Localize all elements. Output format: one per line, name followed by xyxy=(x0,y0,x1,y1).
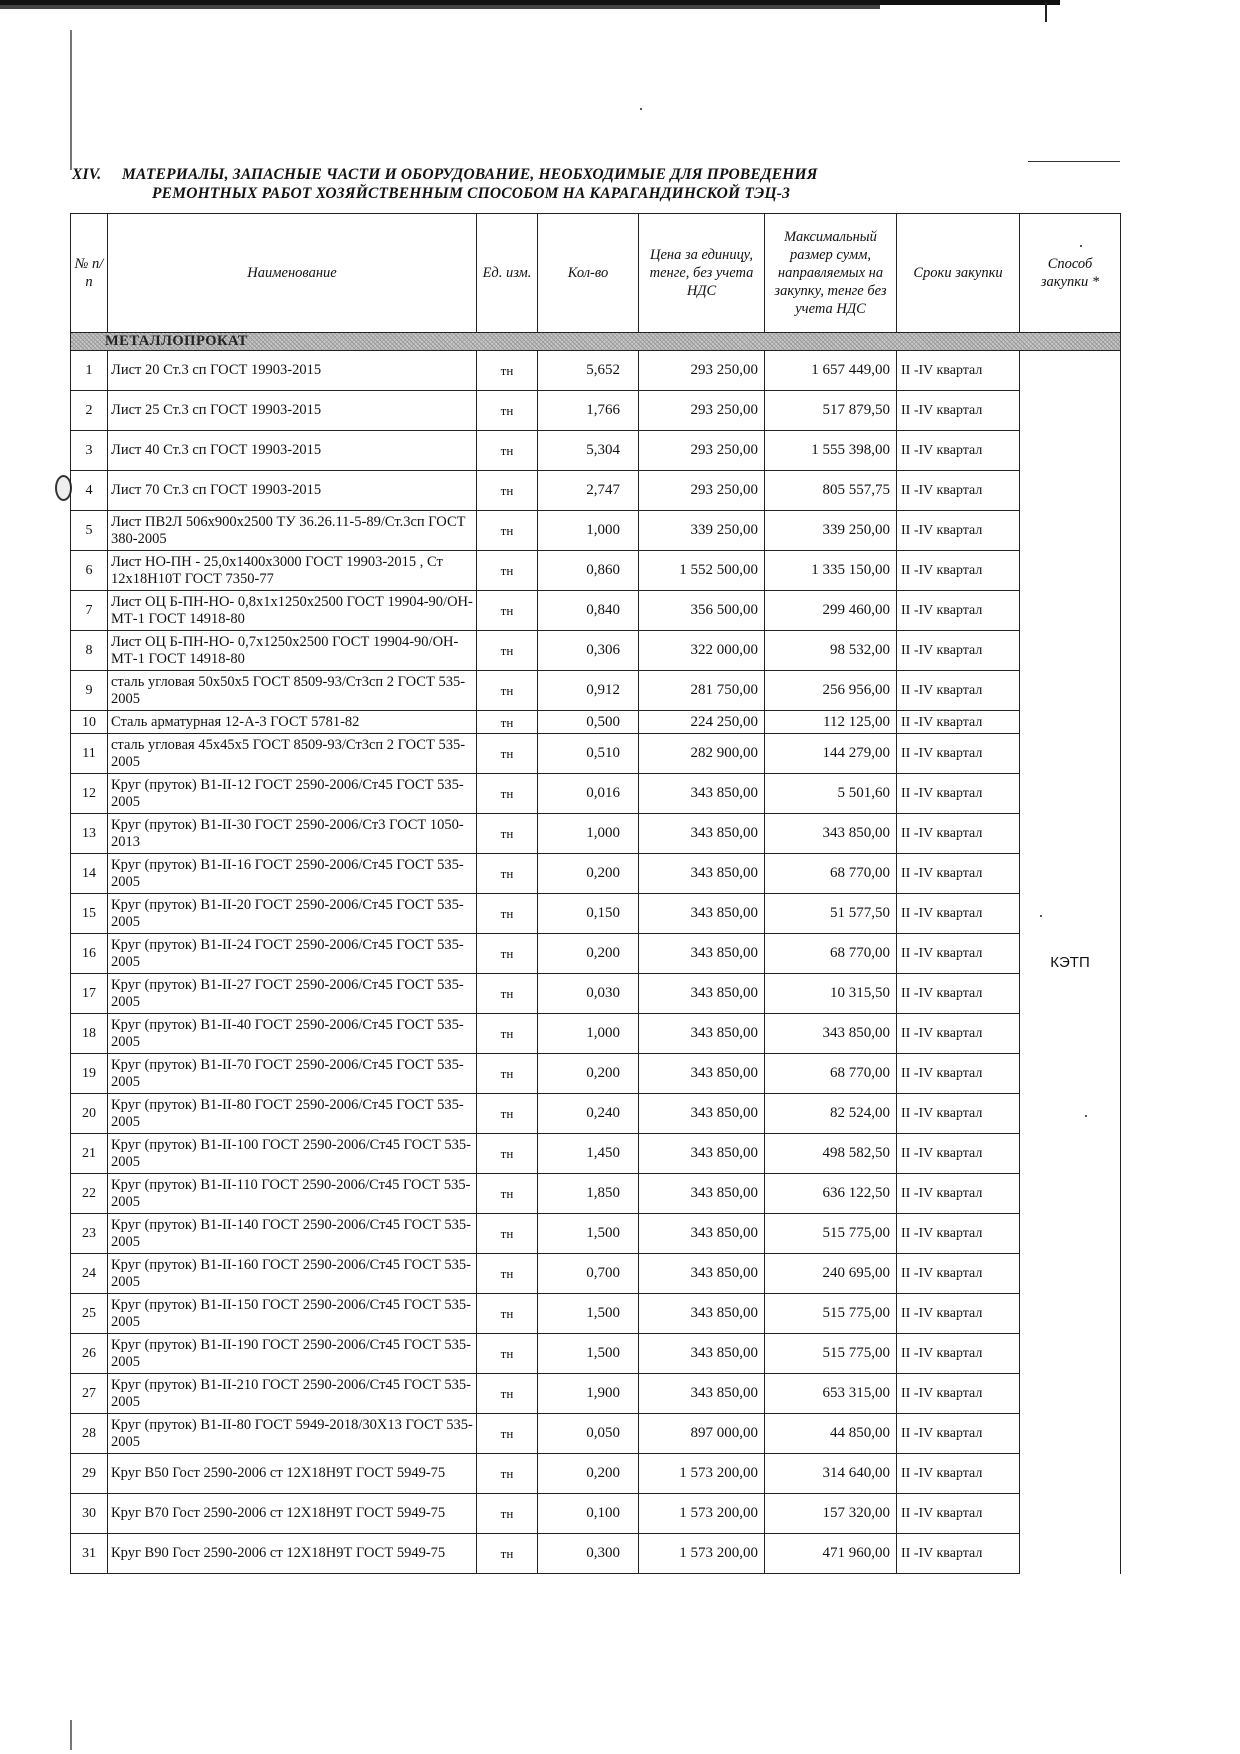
price-cell: 293 250,00 xyxy=(639,471,765,511)
price-cell: 282 900,00 xyxy=(639,734,765,774)
max-sum-cell: 1 555 398,00 xyxy=(765,431,897,471)
unit-cell: тн xyxy=(477,431,538,471)
quantity-cell: 0,150 xyxy=(538,894,639,934)
table-row xyxy=(71,1494,1121,1534)
max-sum-cell: 51 577,50 xyxy=(765,894,897,934)
row-number: 14 xyxy=(71,854,108,894)
row-number: 6 xyxy=(71,551,108,591)
unit-cell: тн xyxy=(477,1254,538,1294)
table-row xyxy=(71,1094,1121,1134)
header-price: Цена за единицу, тенге, без учета НДС xyxy=(639,214,765,333)
header-num: № п/п xyxy=(71,214,108,333)
max-sum-cell: 299 460,00 xyxy=(765,591,897,631)
row-number: 11 xyxy=(71,734,108,774)
table-row xyxy=(71,854,1121,894)
item-name: Круг (пруток) В1-II-24 ГОСТ 2590-2006/Ст45 ГОСТ 535-2005 xyxy=(108,934,477,974)
item-name: сталь угловая 50х50х5 ГОСТ 8509-93/Ст3сп 2 ГОСТ 535-2005 xyxy=(108,671,477,711)
unit-cell: тн xyxy=(477,934,538,974)
max-sum-cell: 68 770,00 xyxy=(765,1054,897,1094)
price-cell: 1 573 200,00 xyxy=(639,1534,765,1574)
item-name: Круг (пруток) В1-II-80 ГОСТ 2590-2006/Ст45 ГОСТ 535-2005 xyxy=(108,1094,477,1134)
period-cell: II -IV квартал xyxy=(897,854,1020,894)
table-row xyxy=(71,1414,1121,1454)
period-cell: II -IV квартал xyxy=(897,1374,1020,1414)
table-row xyxy=(71,814,1121,854)
max-sum-cell: 517 879,50 xyxy=(765,391,897,431)
price-cell: 343 850,00 xyxy=(639,1254,765,1294)
price-cell: 224 250,00 xyxy=(639,711,765,734)
item-name: Круг В70 Гост 2590-2006 ст 12Х18Н9Т ГОСТ 5949-75 xyxy=(108,1494,477,1534)
table-row xyxy=(71,1214,1121,1254)
row-number: 29 xyxy=(71,1454,108,1494)
price-cell: 293 250,00 xyxy=(639,431,765,471)
quantity-cell: 1,000 xyxy=(538,814,639,854)
row-number: 23 xyxy=(71,1214,108,1254)
period-cell: II -IV квартал xyxy=(897,1294,1020,1334)
max-sum-cell: 5 501,60 xyxy=(765,774,897,814)
row-number: 17 xyxy=(71,974,108,1014)
row-number: 30 xyxy=(71,1494,108,1534)
row-number: 9 xyxy=(71,671,108,711)
header-qty: Кол-во xyxy=(538,214,639,333)
price-cell: 343 850,00 xyxy=(639,814,765,854)
scan-margin-line xyxy=(70,1720,72,1750)
price-cell: 343 850,00 xyxy=(639,934,765,974)
price-cell: 1 552 500,00 xyxy=(639,551,765,591)
quantity-cell: 0,200 xyxy=(538,1054,639,1094)
price-cell: 356 500,00 xyxy=(639,591,765,631)
method-cell: КЭТП xyxy=(1020,351,1121,1574)
quantity-cell: 0,860 xyxy=(538,551,639,591)
item-name: Круг (пруток) В1-II-190 ГОСТ 2590-2006/Ст45 ГОСТ 535-2005 xyxy=(108,1334,477,1374)
row-number: 21 xyxy=(71,1134,108,1174)
table-row xyxy=(71,391,1121,431)
max-sum-cell: 498 582,50 xyxy=(765,1134,897,1174)
max-sum-cell: 515 775,00 xyxy=(765,1214,897,1254)
row-number: 4 xyxy=(71,471,108,511)
unit-cell: тн xyxy=(477,974,538,1014)
unit-cell: тн xyxy=(477,711,538,734)
period-cell: II -IV квартал xyxy=(897,391,1020,431)
max-sum-cell: 68 770,00 xyxy=(765,854,897,894)
scan-edge xyxy=(0,0,1080,14)
quantity-cell: 5,652 xyxy=(538,351,639,391)
unit-cell: тн xyxy=(477,854,538,894)
section-number: XIV. xyxy=(72,166,102,183)
table-row xyxy=(71,1334,1121,1374)
unit-cell: тн xyxy=(477,1014,538,1054)
unit-cell: тн xyxy=(477,814,538,854)
max-sum-cell: 515 775,00 xyxy=(765,1334,897,1374)
period-cell: II -IV квартал xyxy=(897,1334,1020,1374)
item-name: Лист 70 Ст.3 сп ГОСТ 19903-2015 xyxy=(108,471,477,511)
quantity-cell: 0,240 xyxy=(538,1094,639,1134)
table-row xyxy=(71,1534,1121,1574)
unit-cell: тн xyxy=(477,1294,538,1334)
quantity-cell: 1,500 xyxy=(538,1214,639,1254)
section-row xyxy=(71,333,1121,351)
table-row xyxy=(71,551,1121,591)
max-sum-cell: 653 315,00 xyxy=(765,1374,897,1414)
period-cell: II -IV квартал xyxy=(897,1214,1020,1254)
item-name: Лист 20 Ст.3 сп ГОСТ 19903-2015 xyxy=(108,351,477,391)
period-cell: II -IV квартал xyxy=(897,1534,1020,1574)
period-cell: II -IV квартал xyxy=(897,511,1020,551)
quantity-cell: 0,016 xyxy=(538,774,639,814)
item-name: Круг В90 Гост 2590-2006 ст 12Х18Н9Т ГОСТ 5949-75 xyxy=(108,1534,477,1574)
max-sum-cell: 339 250,00 xyxy=(765,511,897,551)
unit-cell: тн xyxy=(477,551,538,591)
max-sum-cell: 314 640,00 xyxy=(765,1454,897,1494)
quantity-cell: 0,510 xyxy=(538,734,639,774)
quantity-cell: 1,000 xyxy=(538,511,639,551)
unit-cell: тн xyxy=(477,1174,538,1214)
unit-cell: тн xyxy=(477,894,538,934)
item-name: Круг (пруток) В1-II-150 ГОСТ 2590-2006/Ст45 ГОСТ 535-2005 xyxy=(108,1294,477,1334)
quantity-cell: 0,306 xyxy=(538,631,639,671)
unit-cell: тн xyxy=(477,471,538,511)
table-row xyxy=(71,351,1121,391)
row-number: 15 xyxy=(71,894,108,934)
max-sum-cell: 515 775,00 xyxy=(765,1294,897,1334)
item-name: Круг (пруток) В1-II-100 ГОСТ 2590-2006/Ст45 ГОСТ 535-2005 xyxy=(108,1134,477,1174)
title-line-2: РЕМОНТНЫХ РАБОТ ХОЗЯЙСТВЕННЫМ СПОСОБОМ НА КАРАГАНДИНСКОЙ ТЭЦ-3 xyxy=(152,185,791,202)
price-cell: 281 750,00 xyxy=(639,671,765,711)
period-cell: II -IV квартал xyxy=(897,671,1020,711)
period-cell: II -IV квартал xyxy=(897,1054,1020,1094)
table-row xyxy=(71,1294,1121,1334)
period-cell: II -IV квартал xyxy=(897,431,1020,471)
unit-cell: тн xyxy=(477,1214,538,1254)
table-row xyxy=(71,471,1121,511)
period-cell: II -IV квартал xyxy=(897,591,1020,631)
quantity-cell: 1,500 xyxy=(538,1334,639,1374)
item-name: Лист ОЦ Б-ПН-НО- 0,7х1250х2500 ГОСТ 19904-90/ОН-МТ-1 ГОСТ 14918-80 xyxy=(108,631,477,671)
price-cell: 339 250,00 xyxy=(639,511,765,551)
max-sum-cell: 636 122,50 xyxy=(765,1174,897,1214)
quantity-cell: 0,840 xyxy=(538,591,639,631)
item-name: Круг (пруток) В1-II-16 ГОСТ 2590-2006/Ст45 ГОСТ 535-2005 xyxy=(108,854,477,894)
max-sum-cell: 805 557,75 xyxy=(765,471,897,511)
unit-cell: тн xyxy=(477,734,538,774)
table-header-row xyxy=(71,214,1121,333)
table-row xyxy=(71,1054,1121,1094)
quantity-cell: 0,050 xyxy=(538,1414,639,1454)
item-name: Круг (пруток) В1-II-20 ГОСТ 2590-2006/Ст45 ГОСТ 535-2005 xyxy=(108,894,477,934)
header-unit: Ед. изм. xyxy=(477,214,538,333)
quantity-cell: 0,030 xyxy=(538,974,639,1014)
quantity-cell: 1,900 xyxy=(538,1374,639,1414)
table-row xyxy=(71,774,1121,814)
scan-mark xyxy=(1045,2,1047,22)
unit-cell: тн xyxy=(477,1534,538,1574)
header-method: Способ закупки * xyxy=(1020,214,1121,333)
unit-cell: тн xyxy=(477,1494,538,1534)
table-row xyxy=(71,671,1121,711)
table-row xyxy=(71,1374,1121,1414)
item-name: Лист ПВ2Л 506х900х2500 ТУ 36.26.11-5-89/Ст.3сп ГОСТ 380-2005 xyxy=(108,511,477,551)
item-name: сталь угловая 45х45х5 ГОСТ 8509-93/Ст3сп 2 ГОСТ 535-2005 xyxy=(108,734,477,774)
procurement-table xyxy=(70,213,1121,1574)
row-number: 2 xyxy=(71,391,108,431)
unit-cell: тн xyxy=(477,1094,538,1134)
period-cell: II -IV квартал xyxy=(897,734,1020,774)
item-name: Круг (пруток) В1-II-40 ГОСТ 2590-2006/Ст45 ГОСТ 535-2005 xyxy=(108,1014,477,1054)
max-sum-cell: 112 125,00 xyxy=(765,711,897,734)
quantity-cell: 1,500 xyxy=(538,1294,639,1334)
quantity-cell: 1,000 xyxy=(538,1014,639,1054)
section-title: МЕТАЛЛОПРОКАТ xyxy=(71,333,1121,351)
price-cell: 343 850,00 xyxy=(639,1334,765,1374)
max-sum-cell: 68 770,00 xyxy=(765,934,897,974)
quantity-cell: 5,304 xyxy=(538,431,639,471)
period-cell: II -IV квартал xyxy=(897,471,1020,511)
item-name: Круг В50 Гост 2590-2006 ст 12Х18Н9Т ГОСТ 5949-75 xyxy=(108,1454,477,1494)
price-cell: 343 850,00 xyxy=(639,1054,765,1094)
period-cell: II -IV квартал xyxy=(897,631,1020,671)
quantity-cell: 1,766 xyxy=(538,391,639,431)
price-cell: 343 850,00 xyxy=(639,1294,765,1334)
unit-cell: тн xyxy=(477,1334,538,1374)
quantity-cell: 0,912 xyxy=(538,671,639,711)
table-row xyxy=(71,511,1121,551)
item-name: Круг (пруток) В1-II-30 ГОСТ 2590-2006/Ст3 ГОСТ 1050-2013 xyxy=(108,814,477,854)
table-body xyxy=(71,333,1121,1574)
unit-cell: тн xyxy=(477,391,538,431)
price-cell: 343 850,00 xyxy=(639,774,765,814)
row-number: 3 xyxy=(71,431,108,471)
period-cell: II -IV квартал xyxy=(897,814,1020,854)
table-row xyxy=(71,631,1121,671)
price-cell: 343 850,00 xyxy=(639,1214,765,1254)
price-cell: 343 850,00 xyxy=(639,1014,765,1054)
row-number: 20 xyxy=(71,1094,108,1134)
item-name: Круг (пруток) В1-II-80 ГОСТ 5949-2018/30Х13 ГОСТ 535-2005 xyxy=(108,1414,477,1454)
max-sum-cell: 157 320,00 xyxy=(765,1494,897,1534)
row-number: 5 xyxy=(71,511,108,551)
unit-cell: тн xyxy=(477,631,538,671)
table-row xyxy=(71,974,1121,1014)
period-cell: II -IV квартал xyxy=(897,1014,1020,1054)
row-number: 27 xyxy=(71,1374,108,1414)
item-name: Круг (пруток) В1-II-210 ГОСТ 2590-2006/Ст45 ГОСТ 535-2005 xyxy=(108,1374,477,1414)
max-sum-cell: 471 960,00 xyxy=(765,1534,897,1574)
header-period: Сроки закупки xyxy=(897,214,1020,333)
period-cell: II -IV квартал xyxy=(897,974,1020,1014)
item-name: Лист 40 Ст.3 сп ГОСТ 19903-2015 xyxy=(108,431,477,471)
quantity-cell: 1,850 xyxy=(538,1174,639,1214)
max-sum-cell: 144 279,00 xyxy=(765,734,897,774)
period-cell: II -IV квартал xyxy=(897,894,1020,934)
row-number: 19 xyxy=(71,1054,108,1094)
row-number: 18 xyxy=(71,1014,108,1054)
row-number: 7 xyxy=(71,591,108,631)
row-number: 16 xyxy=(71,934,108,974)
price-cell: 1 573 200,00 xyxy=(639,1454,765,1494)
row-number: 12 xyxy=(71,774,108,814)
row-number: 26 xyxy=(71,1334,108,1374)
table-row xyxy=(71,1134,1121,1174)
item-name: Круг (пруток) В1-II-27 ГОСТ 2590-2006/Ст45 ГОСТ 535-2005 xyxy=(108,974,477,1014)
quantity-cell: 0,200 xyxy=(538,1454,639,1494)
max-sum-cell: 44 850,00 xyxy=(765,1414,897,1454)
table-row xyxy=(71,1454,1121,1494)
max-sum-cell: 1 657 449,00 xyxy=(765,351,897,391)
period-cell: II -IV квартал xyxy=(897,551,1020,591)
header-rule xyxy=(1028,161,1120,162)
price-cell: 343 850,00 xyxy=(639,1174,765,1214)
unit-cell: тн xyxy=(477,351,538,391)
item-name: Лист НО-ПН - 25,0х1400х3000 ГОСТ 19903-2015 , Ст 12х18Н10Т ГОСТ 7350-77 xyxy=(108,551,477,591)
max-sum-cell: 343 850,00 xyxy=(765,1014,897,1054)
quantity-cell: 0,100 xyxy=(538,1494,639,1534)
row-number: 25 xyxy=(71,1294,108,1334)
price-cell: 293 250,00 xyxy=(639,391,765,431)
table-row xyxy=(71,934,1121,974)
title-line-1: МАТЕРИАЛЫ, ЗАПАСНЫЕ ЧАСТИ И ОБОРУДОВАНИЕ, НЕОБХОДИМЫЕ ДЛЯ ПРОВЕДЕНИЯ xyxy=(122,166,818,183)
period-cell: II -IV квартал xyxy=(897,711,1020,734)
period-cell: II -IV квартал xyxy=(897,774,1020,814)
price-cell: 1 573 200,00 xyxy=(639,1494,765,1534)
item-name: Круг (пруток) В1-II-70 ГОСТ 2590-2006/Ст45 ГОСТ 535-2005 xyxy=(108,1054,477,1094)
price-cell: 343 850,00 xyxy=(639,1094,765,1134)
unit-cell: тн xyxy=(477,1414,538,1454)
quantity-cell: 2,747 xyxy=(538,471,639,511)
period-cell: II -IV квартал xyxy=(897,934,1020,974)
table-row xyxy=(71,431,1121,471)
unit-cell: тн xyxy=(477,774,538,814)
max-sum-cell: 98 532,00 xyxy=(765,631,897,671)
price-cell: 343 850,00 xyxy=(639,974,765,1014)
unit-cell: тн xyxy=(477,591,538,631)
scan-margin-line xyxy=(70,30,72,170)
unit-cell: тн xyxy=(477,511,538,551)
period-cell: II -IV квартал xyxy=(897,1254,1020,1294)
price-cell: 343 850,00 xyxy=(639,854,765,894)
item-name: Лист 25 Ст.3 сп ГОСТ 19903-2015 xyxy=(108,391,477,431)
price-cell: 293 250,00 xyxy=(639,351,765,391)
quantity-cell: 0,300 xyxy=(538,1534,639,1574)
header-max-sum: Максимальный размер сумм, направляемых на закупку, тенге без учета НДС xyxy=(765,214,897,333)
table-row xyxy=(71,1014,1121,1054)
period-cell: II -IV квартал xyxy=(897,1094,1020,1134)
quantity-cell: 0,200 xyxy=(538,854,639,894)
table-row xyxy=(71,894,1121,934)
max-sum-cell: 343 850,00 xyxy=(765,814,897,854)
row-number: 8 xyxy=(71,631,108,671)
max-sum-cell: 1 335 150,00 xyxy=(765,551,897,591)
max-sum-cell: 10 315,50 xyxy=(765,974,897,1014)
period-cell: II -IV квартал xyxy=(897,1134,1020,1174)
period-cell: II -IV квартал xyxy=(897,1454,1020,1494)
max-sum-cell: 240 695,00 xyxy=(765,1254,897,1294)
unit-cell: тн xyxy=(477,1374,538,1414)
item-name: Круг (пруток) В1-II-12 ГОСТ 2590-2006/Ст45 ГОСТ 535-2005 xyxy=(108,774,477,814)
page-title xyxy=(72,165,1032,203)
table-row xyxy=(71,1254,1121,1294)
quantity-cell: 0,500 xyxy=(538,711,639,734)
period-cell: II -IV квартал xyxy=(897,351,1020,391)
item-name: Сталь арматурная 12-А-3 ГОСТ 5781-82 xyxy=(108,711,477,734)
row-number: 28 xyxy=(71,1414,108,1454)
max-sum-cell: 82 524,00 xyxy=(765,1094,897,1134)
row-number: 22 xyxy=(71,1174,108,1214)
period-cell: II -IV квартал xyxy=(897,1494,1020,1534)
period-cell: II -IV квартал xyxy=(897,1174,1020,1214)
quantity-cell: 0,200 xyxy=(538,934,639,974)
table-row xyxy=(71,591,1121,631)
header-name: Наименование xyxy=(108,214,477,333)
max-sum-cell: 256 956,00 xyxy=(765,671,897,711)
item-name: Круг (пруток) В1-II-140 ГОСТ 2590-2006/Ст45 ГОСТ 535-2005 xyxy=(108,1214,477,1254)
item-name: Круг (пруток) В1-II-160 ГОСТ 2590-2006/Ст45 ГОСТ 535-2005 xyxy=(108,1254,477,1294)
row-number: 31 xyxy=(71,1534,108,1574)
row-number: 13 xyxy=(71,814,108,854)
unit-cell: тн xyxy=(477,1134,538,1174)
scan-speck xyxy=(640,108,642,110)
table-row xyxy=(71,711,1121,734)
table-row xyxy=(71,1174,1121,1214)
price-cell: 897 000,00 xyxy=(639,1414,765,1454)
price-cell: 343 850,00 xyxy=(639,1374,765,1414)
unit-cell: тн xyxy=(477,1054,538,1094)
period-cell: II -IV квартал xyxy=(897,1414,1020,1454)
price-cell: 343 850,00 xyxy=(639,1134,765,1174)
unit-cell: тн xyxy=(477,671,538,711)
unit-cell: тн xyxy=(477,1454,538,1494)
price-cell: 322 000,00 xyxy=(639,631,765,671)
table-row xyxy=(71,734,1121,774)
price-cell: 343 850,00 xyxy=(639,894,765,934)
quantity-cell: 0,700 xyxy=(538,1254,639,1294)
row-number: 1 xyxy=(71,351,108,391)
item-name: Лист ОЦ Б-ПН-НО- 0,8х1х1250х2500 ГОСТ 19904-90/ОН-МТ-1 ГОСТ 14918-80 xyxy=(108,591,477,631)
item-name: Круг (пруток) В1-II-110 ГОСТ 2590-2006/Ст45 ГОСТ 535-2005 xyxy=(108,1174,477,1214)
row-number: 10 xyxy=(71,711,108,734)
row-number: 24 xyxy=(71,1254,108,1294)
quantity-cell: 1,450 xyxy=(538,1134,639,1174)
